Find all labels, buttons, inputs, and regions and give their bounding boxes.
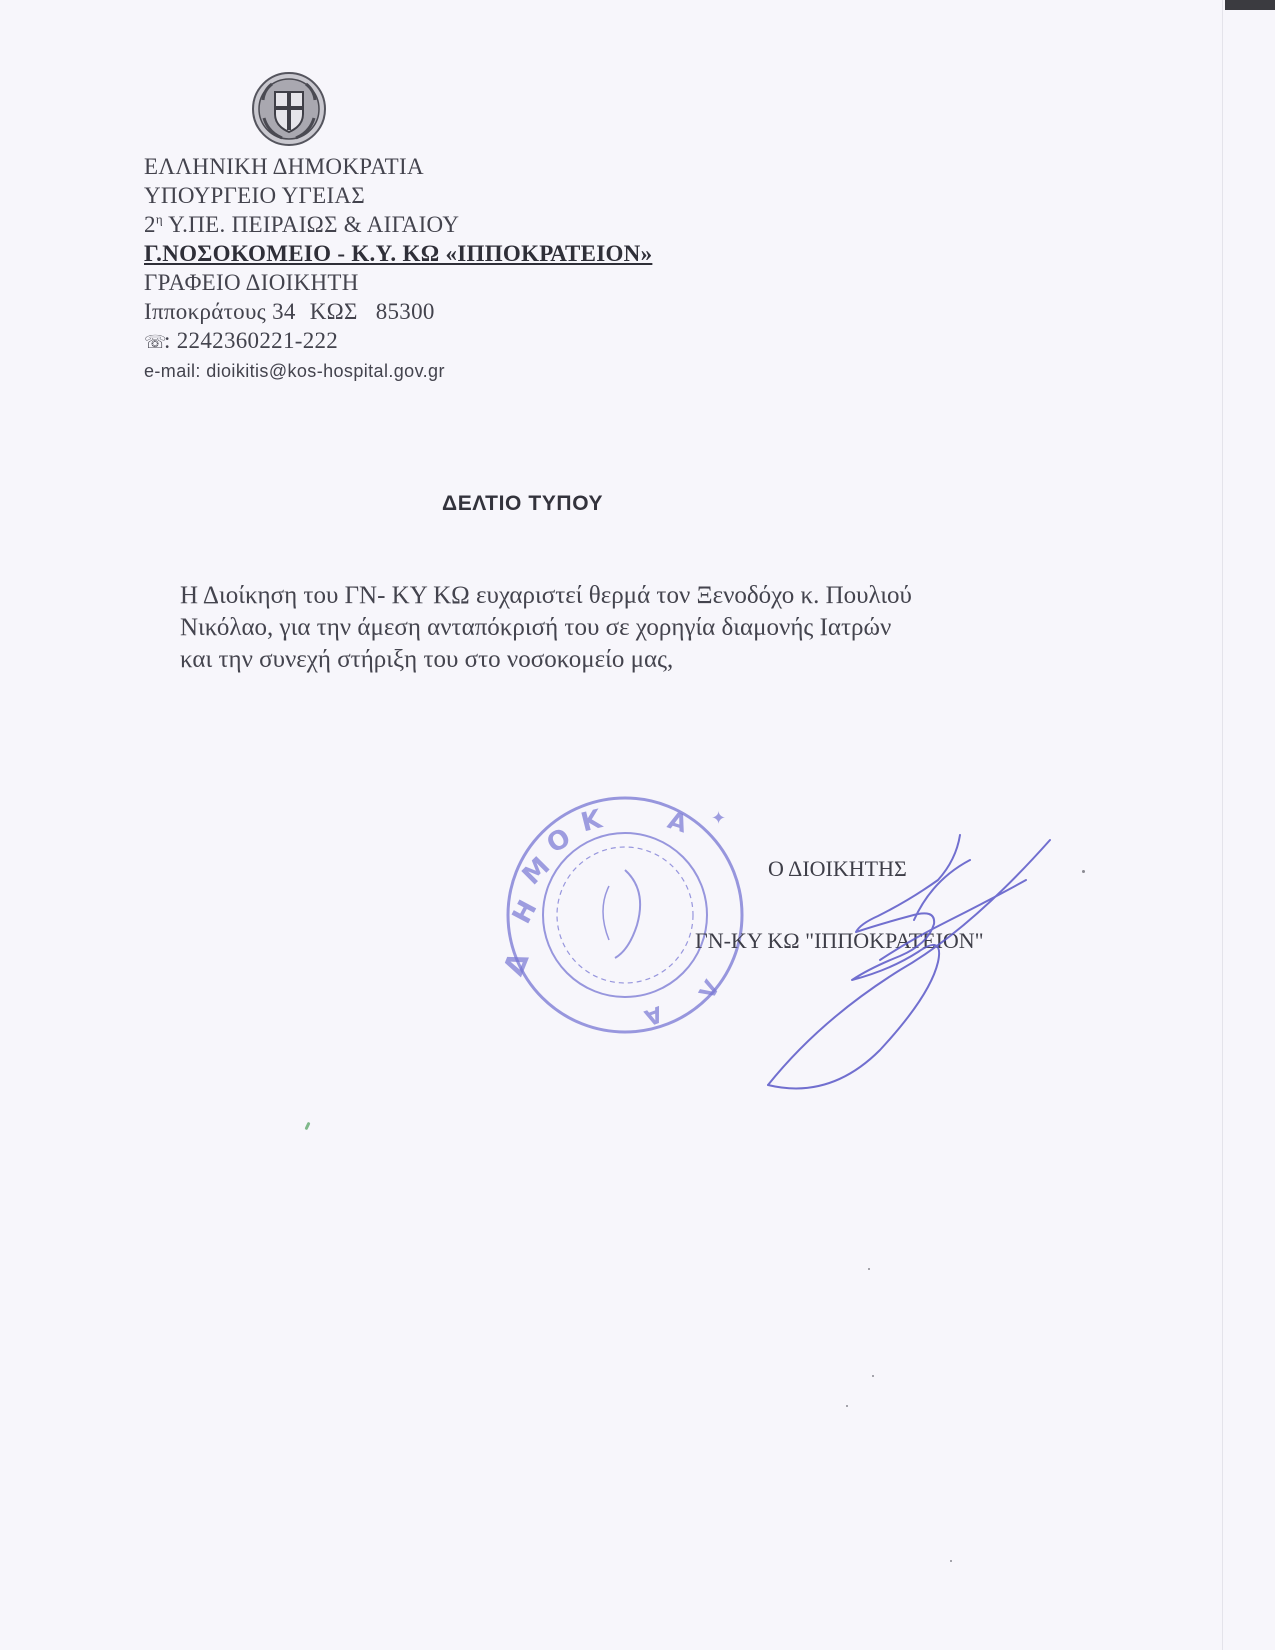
press-release-body — [180, 580, 1060, 676]
letterhead-region — [144, 210, 652, 239]
svg-text:Ο: Ο — [541, 822, 576, 860]
scan-speck — [1082, 870, 1085, 873]
svg-text:Μ: Μ — [516, 851, 557, 892]
address-zip: 85300 — [375, 299, 435, 324]
letterhead-country: ΕΛΛΗΝΙΚΗ ΔΗΜΟΚΡΑΤΙΑ — [144, 154, 424, 179]
region-ordinal: η — [155, 211, 163, 227]
svg-text:✦: ✦ — [711, 808, 727, 829]
letterhead-address — [144, 297, 652, 326]
svg-text:Λ: Λ — [692, 975, 723, 1003]
svg-text:Δ: Δ — [497, 947, 536, 981]
body-line: και την συνεχή στήριξη του στο νοσοκομείο μας, — [180, 646, 674, 673]
handwritten-signature — [760, 820, 1090, 1100]
signatory-organization: ΓΝ-ΚΥ ΚΩ "ΙΠΠΟΚΡΑΤΕΙΟΝ" — [695, 928, 984, 953]
region-name: Υ.ΠΕ. ΠΕΙΡΑΙΩΣ & ΑΙΓΑΙΟΥ — [162, 212, 460, 237]
coat-of-arms-emblem — [250, 70, 328, 148]
scan-edge — [1225, 0, 1275, 10]
address-street: Ιπποκράτους 34 — [144, 299, 296, 324]
svg-text:Α: Α — [641, 1000, 666, 1030]
letterhead-ministry: ΥΠΟΥΡΓΕΙΟ ΥΓΕΙΑΣ — [144, 183, 366, 208]
scan-speck — [846, 1405, 848, 1407]
scan-speck — [304, 1122, 310, 1131]
document-title: ΔΕΛΤΙΟ ΤΥΠΟΥ — [442, 492, 604, 515]
phone-number: : 2242360221-222 — [164, 328, 339, 353]
address-city: ΚΩΣ — [309, 299, 358, 324]
scan-speck — [950, 1560, 952, 1562]
letterhead-hospital: Γ.ΝΟΣΟΚΟΜΕΙΟ - Κ.Υ. ΚΩ «ΙΠΠΟΚΡΑΤΕΙΟΝ» — [144, 241, 653, 266]
letterhead — [144, 152, 652, 386]
letterhead-phone — [144, 326, 652, 357]
scan-edge-line — [1222, 0, 1223, 1650]
body-line: Νικόλαο, για την άμεση ανταπόκρισή του σε χορηγία διαμονής Ιατρών — [180, 614, 892, 641]
signatory-title: Ο ΔΙΟΙΚΗΤΗΣ — [768, 856, 907, 881]
letterhead-email: e-mail: dioikitis@kos-hospital.gov.gr — [144, 361, 445, 381]
region-number: 2 — [144, 212, 156, 237]
phone-icon: ☏ — [144, 332, 167, 352]
scan-speck — [868, 1268, 870, 1270]
official-stamp — [497, 790, 753, 1040]
body-line: Η Διοίκηση του ΓΝ- ΚΥ ΚΩ ευχαριστεί θερμά τον Ξενοδόχο κ. Πουλιού — [180, 582, 912, 609]
svg-text:Η: Η — [506, 895, 544, 929]
letterhead-office: ΓΡΑΦΕΙΟ ΔΙΟΙΚΗΤΗ — [144, 270, 359, 295]
scan-speck — [872, 1375, 874, 1377]
svg-text:Κ: Κ — [578, 804, 605, 839]
svg-text:Α: Α — [664, 806, 691, 839]
